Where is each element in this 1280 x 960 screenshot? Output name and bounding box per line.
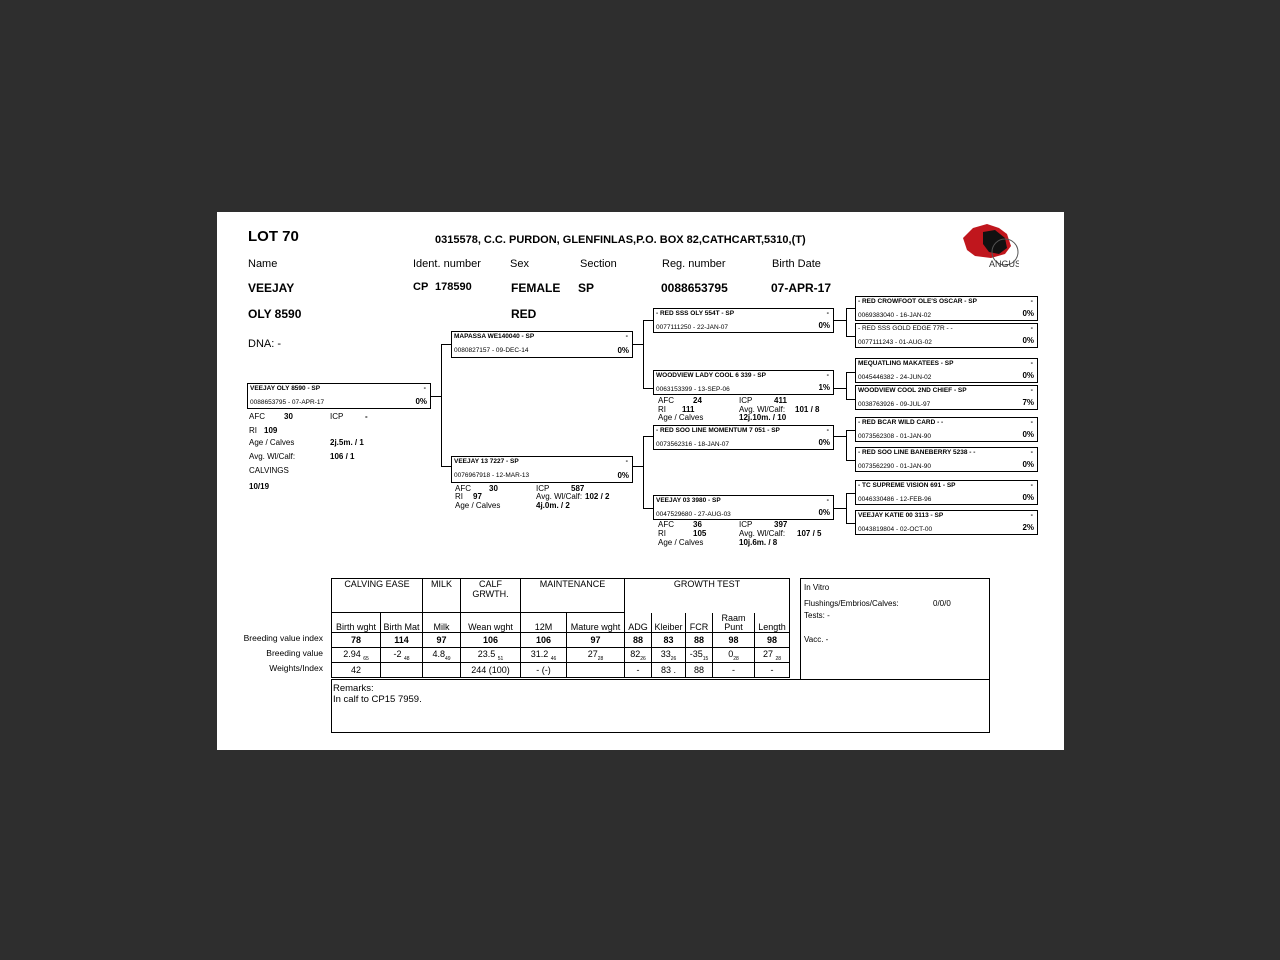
pedigree-reg: 0076967918 - 12-MAR-13 bbox=[454, 472, 530, 479]
pedigree-sire bbox=[451, 331, 633, 358]
tests-line: Tests: - bbox=[804, 611, 830, 620]
stat-label: AFC bbox=[658, 520, 674, 529]
stat-label: Age / Calves bbox=[249, 438, 295, 447]
bv-cell: $0_{28}$ bbox=[713, 648, 755, 663]
pedigree-name: - RED SSS OLY 554T - SP bbox=[656, 310, 735, 317]
pedigree-name: VEEJAY 03 3980 - SP bbox=[656, 497, 721, 504]
stat-label: Avg. Wl/Calf: bbox=[536, 492, 583, 501]
group-calf-growth: CALF GRWTH. bbox=[461, 579, 521, 613]
animal-birth: 07-APR-17 bbox=[771, 281, 832, 295]
connector bbox=[643, 320, 653, 321]
connector bbox=[846, 430, 847, 460]
lot-number: LOT 70 bbox=[248, 228, 299, 245]
stat-value: 12j.10m. / 10 bbox=[739, 413, 787, 422]
connector bbox=[846, 399, 855, 400]
pedigree-dash: - bbox=[1030, 387, 1033, 394]
weight-cell bbox=[567, 663, 625, 678]
col-header: Milk bbox=[423, 613, 461, 633]
bv-cell: 27 $_{28}$ bbox=[755, 648, 790, 663]
pedigree-name: WOODVIEW LADY COOL 6 339 - SP bbox=[656, 372, 766, 379]
connector bbox=[846, 372, 855, 373]
pedigree-dash: - bbox=[1030, 325, 1033, 332]
weight-cell: 83 . bbox=[652, 663, 686, 678]
pedigree-pct: 0% bbox=[1022, 460, 1034, 469]
pedigree-name: VEEJAY 13 7227 - SP bbox=[454, 458, 519, 465]
col-header: FCR bbox=[686, 613, 713, 633]
pedigree-pct: 0% bbox=[617, 346, 629, 355]
stat-label: Avg. Wl/Calf: bbox=[739, 529, 786, 538]
connector bbox=[643, 508, 653, 509]
stat-label: ICP bbox=[739, 520, 753, 529]
stat-value: 97 bbox=[473, 492, 482, 501]
pedigree-pct: 0% bbox=[617, 471, 629, 480]
connector bbox=[643, 320, 644, 388]
index-cell: 88 bbox=[625, 633, 652, 648]
pedigree-pct: 0% bbox=[818, 438, 830, 447]
stat-value: 2j.5m. / 1 bbox=[330, 438, 364, 447]
vacc-line: Vacc. - bbox=[804, 635, 829, 644]
pedigree-ggp bbox=[855, 417, 1038, 442]
pedigree-subject bbox=[247, 383, 431, 409]
stat-value: 102 / 2 bbox=[585, 492, 610, 501]
pedigree-pct: 0% bbox=[1022, 430, 1034, 439]
pedigree-name: - RED CROWFOOT OLE'S OSCAR - SP bbox=[858, 298, 977, 305]
stat-label: ICP bbox=[536, 484, 550, 493]
bv-cell: $33_{26}$ bbox=[652, 648, 686, 663]
bv-cell: $27_{28}$ bbox=[567, 648, 625, 663]
pedigree-ggp bbox=[855, 296, 1038, 321]
row-label-bv: Breeding value bbox=[266, 648, 323, 658]
bv-cell: -2 $_{48}$ bbox=[381, 648, 423, 663]
angus-logo bbox=[961, 220, 1019, 270]
pedigree-reg: 0073562308 - 01-JAN-90 bbox=[858, 433, 931, 440]
pedigree-reg: 0069383040 - 16-JAN-02 bbox=[858, 312, 931, 319]
pedigree-dash: - bbox=[625, 458, 628, 465]
connector bbox=[846, 336, 855, 337]
col-header: Birth wght bbox=[332, 613, 381, 633]
connector bbox=[846, 430, 855, 431]
stat-value: 107 / 5 bbox=[797, 529, 822, 538]
stat-value: 106 / 1 bbox=[330, 452, 355, 461]
col-header: ADG bbox=[625, 613, 652, 633]
dna-status: DNA: - bbox=[248, 338, 281, 350]
pedigree-reg: 0080827157 - 09-DEC-14 bbox=[454, 347, 529, 354]
pedigree-ggp bbox=[855, 358, 1038, 383]
flushings-value: 0/0/0 bbox=[933, 599, 951, 608]
stat-label: Age / Calves bbox=[455, 501, 501, 510]
stat-label: RI bbox=[455, 492, 463, 501]
stat-value: 587 bbox=[571, 484, 585, 493]
pedigree-dash: - bbox=[1030, 449, 1033, 456]
animal-name-2: OLY 8590 bbox=[248, 307, 302, 321]
label-reg: Reg. number bbox=[662, 258, 726, 270]
pedigree-name: MAPASSA WE140040 - SP bbox=[454, 333, 535, 340]
connector bbox=[846, 493, 855, 494]
stat-value: 397 bbox=[774, 520, 788, 529]
pedigree-name: MEQUATLING MAKATEES - SP bbox=[858, 360, 954, 367]
connector bbox=[643, 388, 653, 389]
index-cell: 83 bbox=[652, 633, 686, 648]
bv-cell: 23.5 $_{51}$ bbox=[461, 648, 521, 663]
pedigree-ggp bbox=[855, 447, 1038, 472]
stat-value: 105 bbox=[693, 529, 707, 538]
pedigree-name: - TC SUPREME VISION 691 - SP bbox=[858, 482, 956, 489]
pedigree-reg: 0077111243 - 01-AUG-02 bbox=[858, 339, 932, 346]
pedigree-dash: - bbox=[1030, 512, 1033, 519]
breeder-info: 0315578, C.C. PURDON, GLENFINLAS,P.O. BOX 82,CATHCART,5310,(T) bbox=[435, 234, 806, 246]
stat-label: RI bbox=[249, 426, 257, 435]
weight-cell: - (-) bbox=[521, 663, 567, 678]
pedigree-pct: 0% bbox=[1022, 336, 1034, 345]
connector bbox=[846, 523, 855, 524]
weight-cell: 88 bbox=[686, 663, 713, 678]
pedigree-pct: 0% bbox=[1022, 371, 1034, 380]
label-section: Section bbox=[580, 258, 617, 270]
stat-label: ICP bbox=[330, 412, 344, 421]
index-cell: 106 bbox=[521, 633, 567, 648]
index-cell: 98 bbox=[755, 633, 790, 648]
connector bbox=[846, 372, 847, 399]
pedigree-name: - RED SSS GOLD EDGE 77R - - bbox=[858, 325, 953, 332]
col-header: Raam Punt bbox=[713, 613, 755, 633]
index-cell: 97 bbox=[567, 633, 625, 648]
pedigree-dash: - bbox=[826, 372, 829, 379]
index-cell: 88 bbox=[686, 633, 713, 648]
bv-cell: $82_{26}$ bbox=[625, 648, 652, 663]
stat-value: 30 bbox=[284, 412, 293, 421]
label-birth: Birth Date bbox=[772, 258, 821, 270]
pedigree-ggp bbox=[855, 510, 1038, 535]
index-cell: 98 bbox=[713, 633, 755, 648]
stat-label: Age / Calves bbox=[658, 413, 704, 422]
pedigree-ggp bbox=[855, 480, 1038, 505]
pedigree-dam-dam bbox=[653, 495, 834, 520]
stat-value: 111 bbox=[682, 405, 695, 414]
animal-ident: 178590 bbox=[435, 281, 472, 293]
weight-cell: - bbox=[713, 663, 755, 678]
pedigree-reg: 0073562316 - 18-JAN-07 bbox=[656, 441, 729, 448]
index-cell: 78 bbox=[332, 633, 381, 648]
animal-ident-prefix: CP bbox=[413, 281, 429, 293]
pedigree-ggp bbox=[855, 385, 1038, 410]
remarks-label: Remarks: bbox=[333, 683, 374, 694]
pedigree-reg: 0045446382 - 24-JUN-02 bbox=[858, 374, 932, 381]
pedigree-dash: - bbox=[1030, 419, 1033, 426]
in-vitro-panel bbox=[800, 578, 990, 680]
stat-value: 101 / 8 bbox=[795, 405, 820, 414]
connector bbox=[846, 308, 855, 309]
pedigree-pct: 0% bbox=[1022, 309, 1034, 318]
index-cell: 106 bbox=[461, 633, 521, 648]
label-sex: Sex bbox=[510, 258, 529, 270]
pedigree-pct: 0% bbox=[1022, 493, 1034, 502]
pedigree-dam bbox=[451, 456, 633, 483]
pedigree-certificate bbox=[217, 212, 1064, 750]
pedigree-reg: 0046330486 - 12-FEB-96 bbox=[858, 496, 932, 503]
connector bbox=[441, 344, 451, 345]
connector bbox=[846, 493, 847, 523]
pedigree-dash: - bbox=[1030, 298, 1033, 305]
stat-label: Age / Calves bbox=[658, 538, 704, 547]
pedigree-dash: - bbox=[423, 385, 426, 392]
pedigree-reg: 0088653795 - 07-APR-17 bbox=[250, 399, 325, 406]
stat-value: 24 bbox=[693, 396, 702, 405]
connector bbox=[846, 308, 847, 336]
connector bbox=[633, 466, 643, 467]
col-header: Kleiber bbox=[652, 613, 686, 633]
connector bbox=[643, 436, 644, 508]
pedigree-reg: 0047529680 - 27-AUG-03 bbox=[656, 511, 731, 518]
weight-cell bbox=[423, 663, 461, 678]
bv-cell: $-35_{15}$ bbox=[686, 648, 713, 663]
stat-value: 36 bbox=[693, 520, 702, 529]
connector bbox=[441, 466, 451, 467]
weight-cell: - bbox=[625, 663, 652, 678]
pedigree-name: WOODVIEW COOL 2ND CHIEF - SP bbox=[858, 387, 967, 394]
col-header: 12M bbox=[521, 613, 567, 633]
stat-value: 10/19 bbox=[249, 482, 270, 491]
in-vitro-title: In Vitro bbox=[804, 583, 830, 592]
remarks-panel bbox=[331, 679, 990, 733]
col-header: Length bbox=[755, 613, 790, 633]
animal-sex: FEMALE bbox=[511, 281, 561, 295]
stat-label: Avg. Wl/Calf: bbox=[739, 405, 786, 414]
pedigree-name: VEEJAY KATIE 00 3113 - SP bbox=[858, 512, 944, 519]
col-header: Wean wght bbox=[461, 613, 521, 633]
group-growth-test: GROWTH TEST bbox=[625, 579, 790, 613]
connector bbox=[834, 436, 846, 437]
pedigree-reg: 0063153399 - 13-SEP-06 bbox=[656, 386, 730, 393]
pedigree-reg: 0073562290 - 01-JAN-90 bbox=[858, 463, 931, 470]
row-label-index: Breeding value index bbox=[243, 633, 323, 643]
pedigree-reg: 0043819804 - 02-OCT-00 bbox=[858, 526, 933, 533]
label-name: Name bbox=[248, 258, 278, 270]
stat-label: RI bbox=[658, 529, 666, 538]
stat-label: Avg. Wl/Calf: bbox=[249, 452, 296, 461]
pedigree-dash: - bbox=[826, 310, 829, 317]
pedigree-pct: 7% bbox=[1022, 398, 1034, 407]
flushings-label: Flushings/Embrios/Calves: bbox=[804, 599, 899, 608]
stat-label: AFC bbox=[249, 412, 265, 421]
animal-colour: RED bbox=[511, 307, 537, 321]
stat-label: ICP bbox=[739, 396, 753, 405]
bv-cell: $4.8_{49}$ bbox=[423, 648, 461, 663]
pedigree-name: - RED SOO LINE MOMENTUM 7 051 - SP bbox=[656, 427, 780, 434]
row-label-weights: Weights/Index bbox=[269, 663, 323, 673]
index-cell: 97 bbox=[423, 633, 461, 648]
pedigree-reg: 0077111250 - 22-JAN-07 bbox=[656, 324, 729, 331]
group-calving-ease: CALVING EASE bbox=[332, 579, 423, 613]
pedigree-ggp bbox=[855, 323, 1038, 348]
label-ident: Ident. number bbox=[413, 258, 481, 270]
connector bbox=[441, 344, 442, 466]
pedigree-pct: 0% bbox=[818, 508, 830, 517]
pedigree-name: - RED BCAR WILD CARD - - bbox=[858, 419, 944, 426]
pedigree-dash: - bbox=[625, 333, 628, 340]
bv-cell: 2.94 $_{65}$ bbox=[332, 648, 381, 663]
stat-label: RI bbox=[658, 405, 666, 414]
pedigree-pct: 0% bbox=[818, 321, 830, 330]
pedigree-sire-sire bbox=[653, 308, 834, 333]
pedigree-dash: - bbox=[1030, 482, 1033, 489]
pedigree-pct: 2% bbox=[1022, 523, 1034, 532]
connector bbox=[834, 388, 846, 389]
stat-value: - bbox=[365, 412, 368, 421]
remarks-text: In calf to CP15 7959. bbox=[333, 694, 422, 705]
pedigree-reg: 0038763926 - 09-JUL-97 bbox=[858, 401, 931, 408]
connector bbox=[431, 396, 441, 397]
pedigree-dam-sire bbox=[653, 425, 834, 450]
stat-label: AFC bbox=[455, 484, 471, 493]
weight-cell bbox=[381, 663, 423, 678]
connector bbox=[834, 508, 846, 509]
stat-value: 411 bbox=[774, 396, 787, 405]
col-header: Mature wght bbox=[567, 613, 625, 633]
stat-label: AFC bbox=[658, 396, 674, 405]
pedigree-pct: 1% bbox=[818, 383, 830, 392]
connector bbox=[643, 436, 653, 437]
stat-value: 4j.0m. / 2 bbox=[536, 501, 570, 510]
animal-section: SP bbox=[578, 281, 595, 295]
bv-cell: 31.2 $_{46}$ bbox=[521, 648, 567, 663]
group-maintenance: MAINTENANCE bbox=[521, 579, 625, 613]
pedigree-name: VEEJAY OLY 8590 - SP bbox=[250, 385, 321, 392]
stat-value: 30 bbox=[489, 484, 498, 493]
connector bbox=[633, 344, 643, 345]
animal-name-1: VEEJAY bbox=[248, 281, 295, 295]
weight-cell: 42 bbox=[332, 663, 381, 678]
pedigree-name: - RED SOO LINE BANEBERRY 5238 - - bbox=[858, 449, 976, 456]
connector bbox=[834, 320, 846, 321]
col-header: Birth Mat bbox=[381, 613, 423, 633]
pedigree-dash: - bbox=[826, 427, 829, 434]
index-cell: 114 bbox=[381, 633, 423, 648]
stat-value: 109 bbox=[264, 426, 278, 435]
stat-label: CALVINGS bbox=[249, 466, 289, 475]
stat-value: 10j.6m. / 8 bbox=[739, 538, 778, 547]
pedigree-dash: - bbox=[1030, 360, 1033, 367]
animal-reg: 0088653795 bbox=[661, 281, 728, 295]
weight-cell: - bbox=[755, 663, 790, 678]
pedigree-dash: - bbox=[826, 497, 829, 504]
connector bbox=[846, 460, 855, 461]
group-milk: MILK bbox=[423, 579, 461, 613]
ebv-table bbox=[331, 578, 790, 678]
pedigree-pct: 0% bbox=[415, 397, 427, 406]
weight-cell: 244 (100) bbox=[461, 663, 521, 678]
logo-text: ANGUS bbox=[989, 259, 1019, 269]
pedigree-sire-dam bbox=[653, 370, 834, 395]
